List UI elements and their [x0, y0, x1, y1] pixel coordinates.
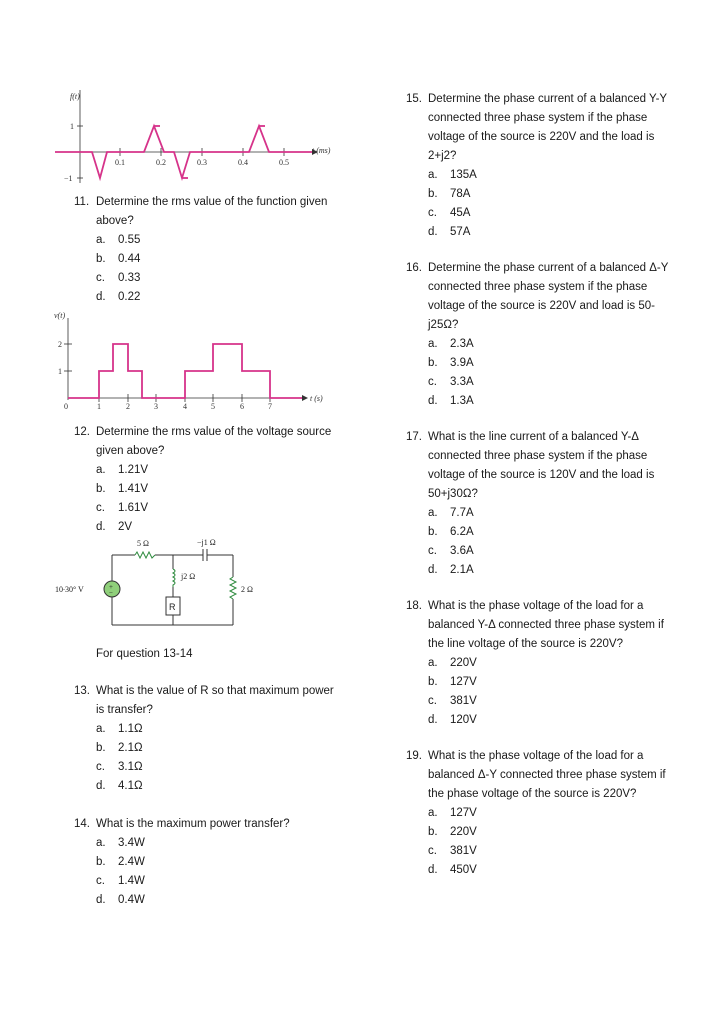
source-minus: −	[109, 589, 113, 597]
question-18	[406, 597, 676, 730]
question-16	[406, 259, 676, 411]
question-17	[406, 428, 676, 580]
question-number: 15.	[406, 93, 422, 105]
y-tick-label: 1	[70, 122, 74, 131]
option[interactable]: d. 0.4W	[96, 894, 145, 906]
option[interactable]: b. 6.2A	[428, 526, 474, 538]
x-tick-label: 2	[126, 402, 130, 411]
question-number: 19.	[406, 750, 422, 762]
option[interactable]: c. 3.6A	[428, 545, 474, 557]
x-axis-label: t (s)	[310, 394, 323, 403]
option[interactable]: a. 135A	[428, 169, 477, 181]
option[interactable]: c. 1.4W	[96, 875, 145, 887]
option[interactable]: c. 381V	[428, 695, 477, 707]
x-tick-label: 0.4	[238, 158, 248, 167]
question-text: What is the value of R so that maximum power is transfer?	[96, 685, 334, 716]
question-13	[74, 682, 344, 796]
option[interactable]: b. 220V	[428, 826, 477, 838]
option[interactable]: a. 0.55	[96, 234, 141, 246]
option[interactable]: c. 0.33	[96, 272, 141, 284]
y-tick-label: 2	[58, 340, 62, 349]
option[interactable]: d. 1.3A	[428, 395, 474, 407]
option[interactable]: c. 1.61V	[96, 502, 149, 514]
option[interactable]: d. 57A	[428, 226, 471, 238]
option[interactable]: d. 0.22	[96, 291, 141, 303]
x-tick-label: 5	[211, 402, 215, 411]
source-plus: +	[109, 583, 113, 591]
option[interactable]: d. 4.1Ω	[96, 780, 143, 792]
option[interactable]: d. 2.1A	[428, 564, 474, 576]
resistor-5-ohm	[135, 552, 155, 558]
x-tick-label: 6	[240, 402, 244, 411]
question-19	[406, 747, 676, 880]
question-text: What is the phase voltage of the load for a balanced Δ-Y connected three phase system if the phase voltage of the source is 220V?	[428, 750, 666, 800]
option[interactable]: c. 3.1Ω	[96, 761, 143, 773]
option[interactable]: d. 2V	[96, 521, 133, 533]
waveform-figure-1	[50, 85, 350, 190]
r2-label: 2 Ω	[241, 585, 253, 594]
option[interactable]: b. 127V	[428, 676, 477, 688]
x-tick-label: 0.3	[197, 158, 207, 167]
option[interactable]: c. 381V	[428, 845, 477, 857]
resistor-2-ohm	[230, 577, 236, 599]
waveform-figure-2	[52, 308, 332, 413]
option[interactable]: b. 78A	[428, 188, 471, 200]
x-tick-label: 0.5	[279, 158, 289, 167]
question-11	[74, 193, 344, 307]
x-tick-label: 4	[183, 402, 187, 411]
option[interactable]: d. 450V	[428, 864, 477, 876]
inductor	[173, 569, 175, 587]
question-number: 17.	[406, 431, 422, 443]
option[interactable]: a. 2.3A	[428, 338, 474, 350]
option[interactable]: c. 45A	[428, 207, 471, 219]
question-text: Determine the rms value of the function given above?	[96, 196, 328, 227]
question-text: What is the maximum power transfer?	[96, 818, 290, 830]
option[interactable]: d. 120V	[428, 714, 477, 726]
circuit-diagram	[55, 533, 295, 633]
option[interactable]: a. 127V	[428, 807, 477, 819]
question-12	[74, 423, 344, 537]
x-tick-label: 7	[268, 402, 272, 411]
question-text: What is the line current of a balanced Y-Δ connected three phase system if the phase voltage of the source is 120V and the load is 50+j30Ω?	[428, 431, 655, 500]
figure-caption: For question 13-14	[96, 648, 193, 660]
question-number: 13.	[74, 685, 90, 697]
x-tick-label: 0.2	[156, 158, 166, 167]
question-number: 11.	[74, 196, 90, 208]
x-tick-label: 3	[154, 402, 158, 411]
question-text: Determine the phase current of a balanced Y-Y connected three phase system if the phase voltage of the source is 220V and the load is 2+j2?	[428, 93, 667, 162]
option[interactable]: b. 2.1Ω	[96, 742, 143, 754]
question-15	[406, 90, 676, 242]
option[interactable]: b. 2.4W	[96, 856, 145, 868]
load-label: R	[169, 602, 176, 612]
option[interactable]: a. 1.21V	[96, 464, 149, 476]
y-axis-label: f(t)	[70, 92, 80, 101]
waveform-trace	[68, 344, 302, 398]
question-text: What is the phase voltage of the load for a balanced Y-Δ connected three phase system if the line voltage of the source is 220V?	[428, 600, 664, 650]
question-text: Determine the rms value of the voltage source given above?	[96, 426, 332, 457]
question-number: 14.	[74, 818, 90, 830]
x-tick-label: 0	[64, 402, 68, 411]
option[interactable]: a. 3.4W	[96, 837, 145, 849]
option[interactable]: b. 0.44	[96, 253, 141, 265]
capacitor-label: −j1 Ω	[197, 538, 216, 547]
x-tick-label: 1	[97, 402, 101, 411]
option[interactable]: b. 1.41V	[96, 483, 149, 495]
option[interactable]: c. 3.3A	[428, 376, 474, 388]
option[interactable]: a. 220V	[428, 657, 477, 669]
x-tick-label: 0.1	[115, 158, 125, 167]
question-number: 18.	[406, 600, 422, 612]
question-text: Determine the phase current of a balanced Δ-Y connected three phase system if the phase voltage of the source is 220V and load is 50-j25Ω?	[428, 262, 669, 331]
option[interactable]: b. 3.9A	[428, 357, 474, 369]
option[interactable]: a. 7.7A	[428, 507, 474, 519]
y-axis-label: v(t)	[54, 311, 66, 320]
question-number: 16.	[406, 262, 422, 274]
y-tick-label: −1	[64, 174, 73, 183]
option[interactable]: a. 1.1Ω	[96, 723, 143, 735]
r1-label: 5 Ω	[137, 539, 149, 548]
y-tick-label: 1	[58, 367, 62, 376]
question-14	[74, 815, 344, 910]
source-label: 10∙30° V	[55, 585, 84, 594]
x-axis-label: t (ms)	[312, 146, 331, 155]
question-number: 12.	[74, 426, 90, 438]
inductor-label: j2 Ω	[181, 572, 196, 581]
